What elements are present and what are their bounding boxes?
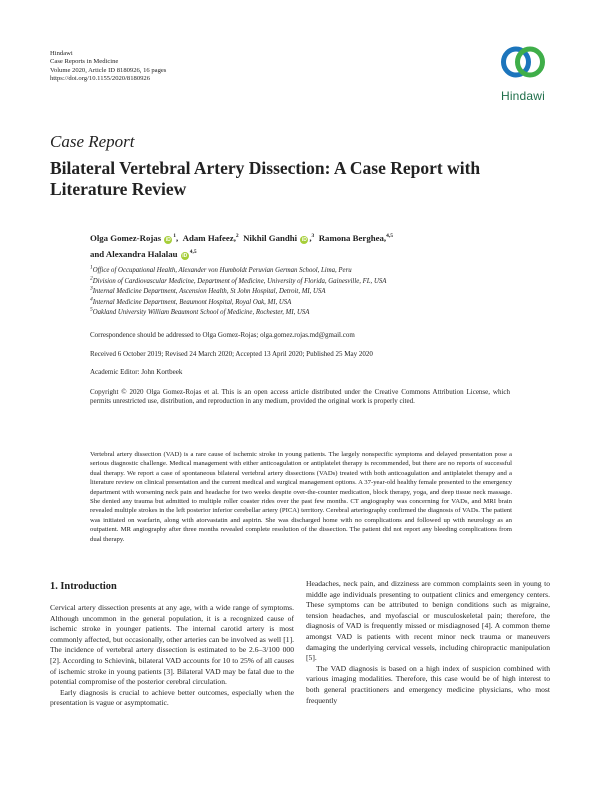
volume-line: Volume 2020, Article ID 8180926, 16 pages bbox=[50, 66, 167, 74]
author-4: Ramona Berghea,$^{4,5}$ bbox=[318, 233, 393, 243]
author-5: and Alexandra Halalau iD$^{4,5}$ bbox=[90, 249, 197, 259]
abstract: Vertebral artery dissection (VAD) is a rare cause of ischemic stroke in young patients. The largely nonspecific symptoms and delayed presentation pose a serious diagnostic challenge. Medical management with either anticoagulation or antiplatelet therapy is recommended, but there are no reports of successful dual therapy. We report a case of spontaneous bilateral vertebral artery dissections (VADs) treated with both anticoagulation and antiplatelet therapy and a literature review on clinical presentation and the current medical and surgical management options. A 37-year-old healthy female presented to the emergency department with worsening neck pain and headache for two weeks despite over-the-counter medication, block therapy, yoga, and deep tissue neck massage. She denied any trauma but admitted to multiple roller coaster rides over the past few months. CT angiography was concerning for VADs, and MRI brain revealed multiple strokes in the left posterior inferior cerebellar artery (PICA) territory. Cerebral arteriography confirmed the diagnosis of VADs. The patient was initiated on warfarin, along with atorvastatin and aspirin. She was discharged home with no complications and followed up with neurology as an outpatient. MR angiography after three months revealed complete resolution of the dissection. The patient did not report any bleeding complications from dual therapy. bbox=[90, 451, 512, 543]
author-2: Adam Hafeez,$^2$ bbox=[182, 233, 239, 243]
paragraph: Headaches, neck pain, and dizziness are common complaints seen in young to middle age individuals presenting to outpatient clinics and emergency centers. These symptoms can be attributed to benign conditions such as migraine, tension headaches, and myofascial or musculoskeletal pain; therefore, the diagnosis of VAD is frequently missed or misdiagnosed [4]. A common theme amongst VAD is patients with recent minor neck trauma or maneuvers damaging the underlying cervical vessels, including chiropractic manipulation [5]. bbox=[306, 579, 550, 663]
affiliation-1: $^1$Office of Occupational Health, Alexander von Humboldt Peruvian German School, Lima, Peru bbox=[90, 264, 352, 274]
correspondence: Correspondence should be addressed to Olga Gomez-Rojas; olga.gomez.rojas.md@gmail.com bbox=[90, 331, 355, 339]
affiliation-2: $^2$Division of Cardiovascular Medicine, Department of Medicine, University of Florida, Gainesville, FL, USA bbox=[90, 275, 387, 285]
section-heading: 1. Introduction bbox=[50, 581, 117, 592]
journal-name: Case Reports in Medicine bbox=[50, 58, 119, 66]
orcid-icon[interactable]: iD bbox=[182, 253, 188, 259]
article-type: Case Report bbox=[50, 132, 135, 151]
author-list bbox=[90, 230, 510, 262]
affiliation-5: $^5$Oakland University William Beaumont School of Medicine, Rochester, MI, USA bbox=[90, 307, 310, 317]
paragraph: Early diagnosis is crucial to achieve better outcomes, especially when the presentation is vague or asymptomatic. bbox=[50, 687, 294, 708]
copyright-notice: Copyright © 2020 Olga Gomez-Rojas et al. This is an open access article distributed under the Creative Commons Attribution License, which permits unrestricted use, distribution, and reproduction in any medium, provided the original work is properly cited. bbox=[90, 388, 510, 405]
logo-wordmark: Hindawi bbox=[500, 89, 546, 103]
paragraph: The VAD diagnosis is based on a high index of suspicion combined with various imaging modalities. Therefore, this case would be of high interest to both general practitioners and emergency medicine physicians, who most frequently bbox=[306, 663, 550, 705]
author-3: Nikhil Gandhi iD ,$^3$ bbox=[243, 233, 315, 243]
publisher-name: Hindawi bbox=[50, 50, 73, 57]
left-column bbox=[50, 603, 294, 709]
affiliations bbox=[90, 266, 510, 319]
article-title: Bilateral Vertebral Artery Dissection: A Case Report with Literature Review bbox=[50, 158, 481, 199]
affiliation-3: $^3$Internal Medicine Department, Ascension Health, St John Hospital, Detroit, MI, USA bbox=[90, 285, 326, 296]
hindawi-logo[interactable] bbox=[492, 40, 554, 106]
orcid-icon[interactable]: iD bbox=[301, 237, 307, 243]
journal-header bbox=[50, 50, 350, 84]
paragraph: Cervical artery dissection presents at any age, with a wide range of symptoms. Although uncommon in the general population, it is a recognized cause of ischemic stroke in younger patients. The internal carotid artery is most commonly affected, but occasionally, other arteries can be involved as well [1]. The incidence of vertebral artery dissection is estimated to be 2.6–3/100 000 [2]. According to Schievink, bilateral VAD accounts for 10 to 25% of all causes of ischemic stroke in young patients [3]. Bilateral VAD may be fatal due to the potential compromise of the posterior cerebral circulation. bbox=[50, 603, 294, 687]
publication-dates: Received 6 October 2019; Revised 24 March 2020; Accepted 13 April 2020; Published 25 May 2020 bbox=[90, 350, 373, 358]
academic-editor: Academic Editor: John Kortbeek bbox=[90, 368, 183, 376]
orcid-icon[interactable]: iD bbox=[165, 237, 171, 243]
author-1: Olga Gomez-Rojas $iD^1$, bbox=[90, 233, 179, 243]
right-column bbox=[306, 579, 550, 706]
affiliation-4: $^4$Internal Medicine Department, Beaumont Hospital, Royal Oak, MI, USA bbox=[90, 296, 292, 306]
doi-link[interactable]: https://doi.org/10.1155/2020/8180926 bbox=[50, 75, 151, 83]
hindawi-logo-icon bbox=[499, 40, 547, 84]
